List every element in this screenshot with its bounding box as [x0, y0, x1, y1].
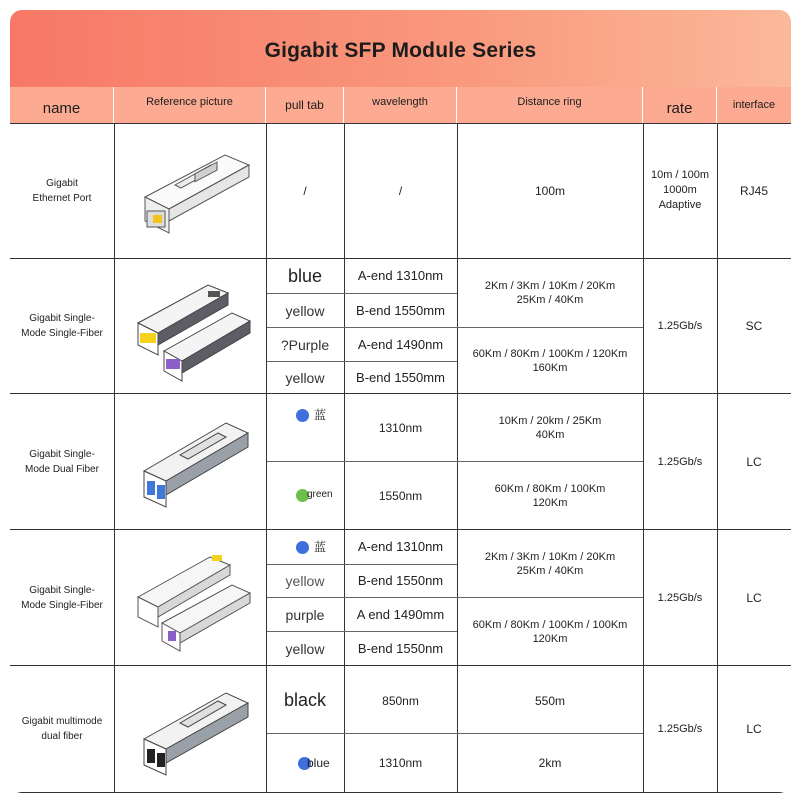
rate-line: 1000m	[663, 184, 697, 196]
pull-tab-text: 蓝	[314, 540, 327, 554]
row-name: Gigabit Single-Mode Dual Fiber	[25, 448, 99, 475]
pull-tab-text: green	[307, 489, 333, 500]
interface-value: SC	[745, 319, 763, 333]
distance-value: 60Km / 80Km / 100Km / 120Km 160Km	[472, 347, 628, 374]
interface-value: LC	[746, 722, 762, 736]
pull-tab-value: black	[283, 689, 327, 710]
wavelength-value: B-end 1550nm	[357, 573, 444, 588]
header-name: name	[10, 87, 114, 123]
pull-tab-value	[266, 408, 344, 443]
row-name: Gigabit Ethernet Port	[32, 177, 92, 204]
pull-tab-text: 蓝	[314, 408, 327, 422]
spec-sheet	[10, 10, 791, 793]
wavelength-value: A end 1490mm	[356, 606, 445, 622]
header-interface: interface	[717, 87, 791, 123]
pull-tab-value	[266, 530, 344, 564]
interface-value: LC	[746, 590, 762, 605]
row-divider	[10, 792, 791, 793]
wavelength-value: B-end 1550nm	[357, 640, 444, 656]
spec-table	[10, 123, 791, 793]
pull-tab-label	[296, 488, 333, 502]
interface-value: RJ45	[739, 183, 768, 198]
distance-value: 2Km / 3Km / 10Km / 20Km 25Km / 40Km	[484, 550, 616, 577]
col-divider	[114, 123, 115, 793]
pull-tab-value	[266, 485, 344, 505]
row-name: Gigabit multimode dual fiber	[21, 716, 103, 742]
header-rate: rate	[643, 87, 717, 123]
pull-tab-label	[296, 408, 326, 422]
distance-value: 2km	[538, 756, 562, 770]
wavelength-value: 1310nm	[378, 756, 423, 770]
pull-tab-value: blue	[287, 266, 323, 286]
rj45-sfp-module-picture	[125, 137, 257, 245]
rate-value: 1.25Gb/s	[657, 455, 703, 468]
header-distance: Distance ring	[457, 87, 643, 123]
wavelength-value: A-end 1310nm	[357, 539, 444, 554]
pull-tab-text: blue	[307, 756, 330, 770]
distance-value: 100m	[534, 183, 566, 198]
distance-value: 60Km / 80Km / 100Km / 100Km 120Km	[472, 618, 628, 645]
lc-bidi-sfp-modules-picture	[128, 541, 256, 653]
distance-value: 2Km / 3Km / 10Km / 20Km 25Km / 40Km	[484, 280, 616, 306]
distance-value: 10Km / 20km / 25Km 40Km	[498, 414, 602, 441]
sc-bidi-sfp-modules-picture	[128, 271, 256, 383]
wavelength-value: /	[398, 183, 403, 198]
multimode-sfp-module-picture	[130, 679, 254, 783]
rate-value: 1.25Gb/s	[657, 320, 703, 332]
pull-tab-label	[298, 756, 330, 770]
pull-tab-value: ?Purple	[280, 336, 330, 353]
pull-tab-value: yellow	[285, 640, 325, 657]
distance-value: 60Km / 80Km / 100Km 120Km	[494, 482, 606, 509]
wavelength-value: B-end 1550mm	[356, 369, 445, 385]
wavelength-value: A-end 1490nm	[357, 336, 444, 352]
header-pull-tab: pull tab	[266, 87, 344, 123]
rate-value: 1.25Gb/s	[657, 591, 703, 604]
pull-tab-value: /	[303, 183, 307, 198]
header-picture: Reference picture	[114, 87, 266, 123]
pull-tab-value	[266, 734, 344, 792]
rate-value: 1.25Gb/s	[657, 723, 703, 735]
rate-value	[643, 123, 717, 258]
wavelength-value: A-end 1310nm	[357, 268, 444, 283]
row-name: Gigabit Single-Mode Single-Fiber	[21, 584, 103, 611]
pull-tab-value: yellow	[285, 302, 325, 319]
blue-dot-icon	[296, 541, 309, 554]
title-banner	[10, 10, 791, 87]
pull-tab-value: yellow	[285, 573, 325, 589]
header-wavelength: wavelength	[344, 87, 457, 123]
pull-tab-value: yellow	[285, 369, 325, 386]
wavelength-value: 1550nm	[378, 488, 423, 503]
lc-dual-fiber-sfp-module-picture	[130, 409, 254, 515]
wavelength-value: 850nm	[382, 694, 419, 708]
blue-dot-icon	[296, 409, 309, 422]
wavelength-value: B-end 1550mm	[356, 302, 445, 318]
page-title: Gigabit SFP Module Series	[264, 39, 537, 62]
wavelength-value: 1310nm	[378, 420, 423, 435]
rate-line: 10m / 100m	[650, 169, 710, 181]
row-name: Gigabit Single-Mode Single-Fiber	[21, 313, 103, 339]
interface-value: LC	[746, 454, 762, 469]
pull-tab-label	[296, 540, 326, 554]
pull-tab-value: purple	[285, 606, 325, 623]
rate-line: Adaptive	[658, 199, 702, 211]
distance-value: 550m	[534, 694, 566, 708]
